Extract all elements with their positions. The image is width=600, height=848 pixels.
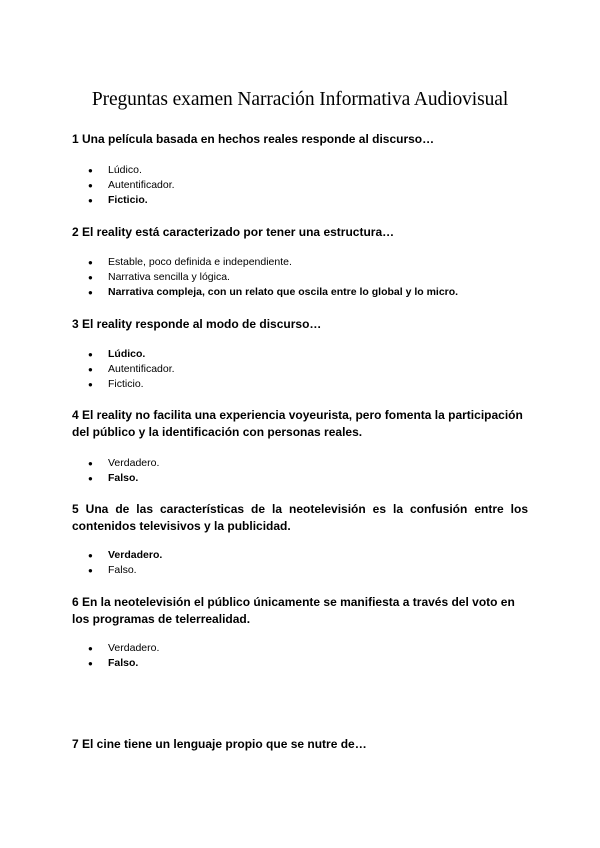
question-2: 2 El reality está caracterizado por tener una estructura… [72, 225, 395, 239]
question-3: 3 El reality responde al modo de discurso… [72, 317, 322, 331]
option-label: Ficticio. [108, 378, 144, 390]
option-label: Lúdico. [108, 348, 146, 360]
option-3c [0, 377, 600, 392]
option-2b [0, 270, 600, 285]
question-1: 1 Una película basada en hechos reales responde al discurso… [72, 132, 435, 146]
option-label: Estable, poco definida e independiente. [108, 256, 292, 268]
bullet-icon: ● [88, 288, 93, 297]
bullet-icon: ● [88, 566, 93, 575]
question-6-options [0, 641, 600, 671]
option-label: Autentificador. [108, 363, 175, 375]
option-2a [0, 255, 600, 270]
bullet-icon: ● [88, 181, 93, 190]
question-5-options [0, 548, 600, 578]
option-label: Narrativa sencilla y lógica. [108, 271, 230, 283]
option-6a [0, 641, 600, 656]
question-1-options [0, 163, 600, 208]
bullet-icon: ● [88, 350, 93, 359]
option-4b-correct [0, 471, 600, 486]
option-1b [0, 178, 600, 193]
option-label: Ficticio. [108, 194, 148, 206]
option-2c-correct [0, 285, 600, 300]
question-4-options [0, 456, 600, 486]
option-label: Autentificador. [108, 179, 175, 191]
bullet-icon: ● [88, 196, 93, 205]
bullet-icon: ● [88, 166, 93, 175]
question-5: 5 Una de las características de la neotelevisión es la confusión entre los contenidos televisivos y la publicidad. [72, 502, 528, 533]
option-6b-correct [0, 656, 600, 671]
option-1c-correct [0, 193, 600, 208]
question-6: 6 En la neotelevisión el público únicamente se manifiesta a través del voto en los programas de telerrealidad. [72, 595, 515, 626]
page-title: Preguntas examen Narración Informativa Audiovisual [91, 89, 509, 110]
option-3a-correct [0, 347, 600, 362]
question-4: 4 El reality no facilita una experiencia voyeurista, pero fomenta la participación del público y la identificación con personas reales. [72, 408, 523, 439]
option-label: Falso. [108, 657, 139, 669]
option-label: Narrativa compleja, con un relato que oscila entre lo global y lo micro. [108, 286, 459, 298]
question-3-options [0, 347, 600, 392]
option-5a-correct [0, 548, 600, 563]
bullet-icon: ● [88, 380, 93, 389]
option-3b [0, 362, 600, 377]
bullet-icon: ● [88, 273, 93, 282]
bullet-icon: ● [88, 644, 93, 653]
bullet-icon: ● [88, 258, 93, 267]
bullet-icon: ● [88, 459, 93, 468]
bullet-icon: ● [88, 365, 93, 374]
option-4a [0, 456, 600, 471]
option-label: Verdadero. [108, 457, 160, 469]
option-label: Verdadero. [108, 642, 160, 654]
option-label: Lúdico. [108, 164, 142, 176]
option-label: Falso. [108, 472, 139, 484]
bullet-icon: ● [88, 551, 93, 560]
option-5b [0, 563, 600, 578]
option-label: Verdadero. [108, 549, 163, 561]
bullet-icon: ● [88, 474, 93, 483]
question-7: 7 El cine tiene un lenguaje propio que se nutre de… [72, 737, 367, 751]
question-2-options [0, 255, 600, 300]
bullet-icon: ● [88, 659, 93, 668]
option-label: Falso. [108, 564, 137, 576]
option-1a [0, 163, 600, 178]
